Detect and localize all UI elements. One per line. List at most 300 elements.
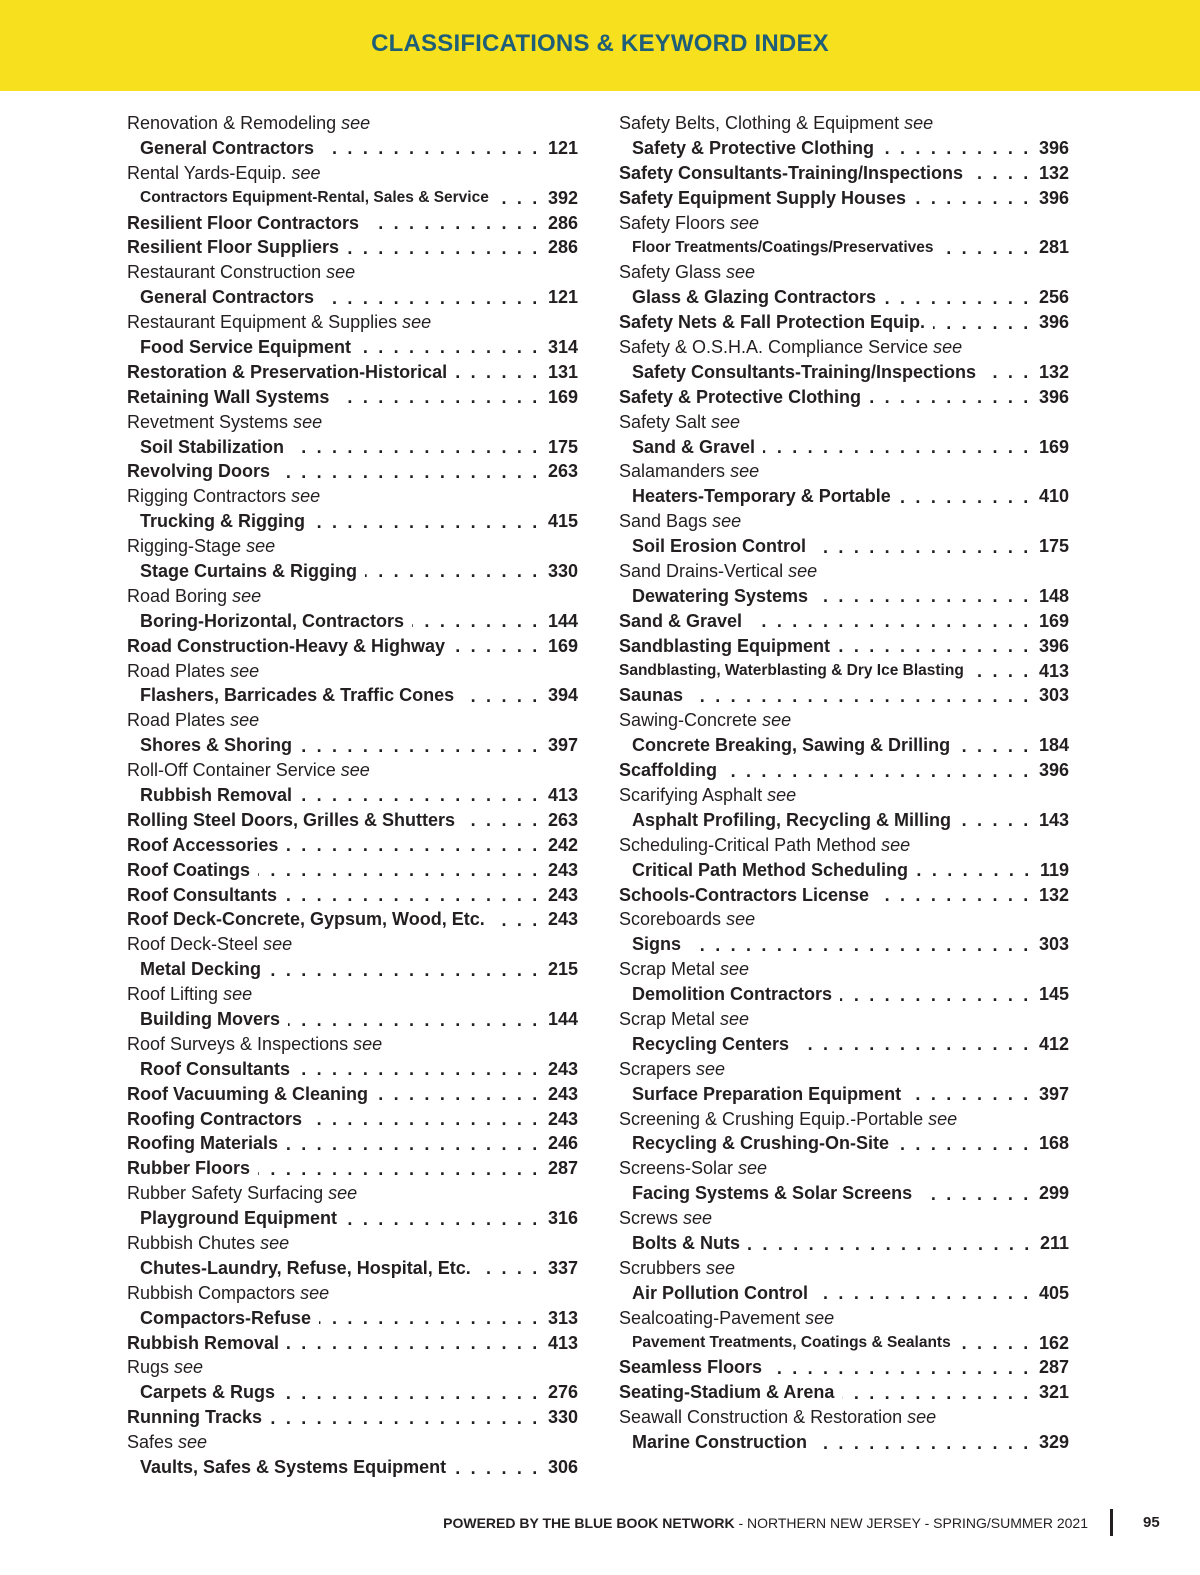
index-see-entry <box>127 1356 578 1381</box>
dot-leader <box>750 611 1031 631</box>
dot-leader <box>877 885 1031 905</box>
classification-label: Seating-Stadium & Arena <box>619 1382 835 1403</box>
dot-leader <box>971 163 1031 183</box>
index-classification-entry <box>619 1132 1069 1157</box>
entry-keyword: Safety & O.S.H.A. Compliance Service <box>619 336 929 357</box>
dot-leader <box>816 586 1031 606</box>
index-column-left <box>127 111 578 1480</box>
index-classification-entry <box>127 858 578 883</box>
page-reference: 215 <box>547 959 578 980</box>
classification-label: Resilient Floor Contractors <box>127 212 360 233</box>
entry-keyword: Sawing-Concrete <box>619 710 758 731</box>
dot-leader <box>287 1333 540 1353</box>
dot-leader <box>278 462 540 482</box>
entry-keyword: Seawall Construction & Restoration <box>619 1407 903 1428</box>
index-see-entry <box>127 659 578 684</box>
dot-leader <box>493 910 540 930</box>
dot-leader <box>842 1383 1031 1403</box>
index-classification-entry <box>619 360 1069 385</box>
page-reference: 303 <box>1038 934 1069 955</box>
footer-divider <box>1110 1509 1113 1536</box>
index-classification-entry <box>127 1206 578 1231</box>
index-classification-entry <box>619 1032 1069 1057</box>
classification-label: Recycling Centers <box>632 1033 790 1054</box>
classification-label: Roof Vacuuming & Cleaning <box>127 1083 369 1104</box>
index-classification-entry <box>619 1082 1069 1107</box>
index-classification-entry <box>619 609 1069 634</box>
index-classification-entry <box>127 1256 578 1281</box>
entry-keyword: Rubbish Chutes <box>127 1233 256 1254</box>
page-reference: 314 <box>547 336 578 357</box>
classification-label: Flashers, Barricades & Traffic Cones <box>140 685 455 706</box>
index-classification-entry <box>619 584 1069 609</box>
footer-brand: POWERED BY THE BLUE BOOK NETWORK <box>443 1515 735 1531</box>
classification-label: Marine Construction <box>632 1432 808 1453</box>
entry-keyword: Rubbish Compactors <box>127 1282 296 1303</box>
page-reference: 397 <box>547 735 578 756</box>
page-reference: 287 <box>547 1158 578 1179</box>
entry-keyword: Revetment Systems <box>127 411 289 432</box>
page-reference: 392 <box>547 187 578 208</box>
dot-leader <box>916 860 1032 880</box>
page-reference: 286 <box>547 237 578 258</box>
page-reference: 321 <box>1038 1382 1069 1403</box>
index-see-entry <box>619 1256 1069 1281</box>
classification-label: Roof Deck-Concrete, Gypsum, Wood, Etc. <box>127 909 485 930</box>
classification-label: Chutes-Laundry, Refuse, Hospital, Etc. <box>140 1257 471 1278</box>
index-see-entry <box>127 1231 578 1256</box>
index-classification-entry <box>127 235 578 260</box>
page-reference: 413 <box>547 784 578 805</box>
index-classification-entry <box>619 883 1069 908</box>
index-see-entry <box>127 932 578 957</box>
page-reference: 396 <box>1038 635 1069 656</box>
classification-label: Heaters-Temporary & Portable <box>632 486 891 507</box>
see-reference: see <box>246 536 276 557</box>
index-see-entry <box>127 484 578 509</box>
entry-keyword: Scoreboards <box>619 909 722 930</box>
page-reference: 132 <box>1038 361 1069 382</box>
classification-label: Shores & Shoring <box>140 735 293 756</box>
index-classification-entry <box>127 1082 578 1107</box>
page-reference: 330 <box>547 1407 578 1428</box>
page-reference: 145 <box>1038 984 1069 1005</box>
dot-leader <box>972 661 1031 681</box>
dot-leader <box>984 362 1031 382</box>
see-reference: see <box>232 585 262 606</box>
index-classification-entry <box>127 783 578 808</box>
page-reference: 121 <box>547 287 578 308</box>
classification-label: Air Pollution Control <box>632 1282 808 1303</box>
classification-label: Rolling Steel Doors, Grilles & Shutters <box>127 809 456 830</box>
classification-label: Resilient Floor Suppliers <box>127 237 340 258</box>
index-classification-entry <box>127 1306 578 1331</box>
entry-keyword: Rigging-Stage <box>127 536 242 557</box>
page-reference: 132 <box>1038 162 1069 183</box>
see-reference: see <box>291 162 321 183</box>
page-reference: 396 <box>1038 137 1069 158</box>
index-classification-entry <box>619 808 1069 833</box>
index-classification-entry <box>127 1405 578 1430</box>
index-classification-entry <box>619 435 1069 460</box>
dot-leader <box>840 985 1031 1005</box>
dot-leader <box>292 437 540 457</box>
index-see-entry <box>619 833 1069 858</box>
classification-label: Saunas <box>619 685 684 706</box>
index-classification-entry <box>619 634 1069 659</box>
dot-leader <box>920 1184 1031 1204</box>
page-title: CLASSIFICATIONS & KEYWORD INDEX <box>371 30 829 57</box>
entry-keyword: Sealcoating-Pavement <box>619 1307 801 1328</box>
index-classification-entry <box>619 683 1069 708</box>
index-see-entry <box>127 1281 578 1306</box>
classification-label: Roofing Materials <box>127 1133 279 1154</box>
index-classification-entry <box>619 982 1069 1007</box>
entry-keyword: Salamanders <box>619 461 726 482</box>
index-see-entry <box>619 1107 1069 1132</box>
index-classification-entry <box>127 385 578 410</box>
index-classification-entry <box>619 659 1069 684</box>
see-reference: see <box>300 1282 330 1303</box>
index-classification-entry <box>619 932 1069 957</box>
page-reference: 316 <box>547 1208 578 1229</box>
page-reference: 121 <box>547 137 578 158</box>
index-classification-entry <box>127 559 578 584</box>
dot-leader <box>897 1134 1031 1154</box>
page-number: 95 <box>1143 1514 1160 1531</box>
index-classification-entry <box>127 1057 578 1082</box>
dot-leader <box>310 1109 540 1129</box>
index-classification-entry <box>619 186 1069 211</box>
entry-keyword: Safety Salt <box>619 411 707 432</box>
page-reference: 394 <box>547 685 578 706</box>
classification-label: Sandblasting, Waterblasting & Dry Ice Blasting <box>619 662 964 680</box>
index-see-entry <box>127 1430 578 1455</box>
entry-keyword: Roll-Off Container Service <box>127 760 336 781</box>
dot-leader <box>453 636 540 656</box>
see-reference: see <box>738 1158 768 1179</box>
entry-keyword: Restaurant Equipment & Supplies <box>127 312 398 333</box>
index-see-entry <box>619 1306 1069 1331</box>
dot-leader <box>313 512 540 532</box>
classification-label: Soil Stabilization <box>140 436 285 457</box>
index-see-entry <box>127 410 578 435</box>
see-reference: see <box>696 1058 726 1079</box>
dot-leader <box>376 1084 540 1104</box>
page-reference: 330 <box>547 560 578 581</box>
see-reference: see <box>260 1233 290 1254</box>
entry-keyword: Renovation & Remodeling <box>127 112 337 133</box>
page-reference: 303 <box>1038 685 1069 706</box>
dot-leader <box>322 138 540 158</box>
classification-label: Scaffolding <box>619 760 717 781</box>
classification-label: Demolition Contractors <box>632 984 833 1005</box>
entry-keyword: Rubber Safety Surfacing <box>127 1183 324 1204</box>
classification-label: Concrete Breaking, Sawing & Drilling <box>632 735 951 756</box>
entry-keyword: Rental Yards-Equip. <box>127 162 287 183</box>
dot-leader <box>288 1010 540 1030</box>
classification-label: Safety Equipment Supply Houses <box>619 187 907 208</box>
see-reference: see <box>933 336 963 357</box>
dot-leader <box>914 188 1031 208</box>
index-classification-entry <box>127 1132 578 1157</box>
index-see-entry <box>619 908 1069 933</box>
dot-leader <box>763 437 1031 457</box>
see-reference: see <box>340 760 370 781</box>
index-see-entry <box>127 982 578 1007</box>
index-classification-entry <box>127 833 578 858</box>
classification-label: Roof Consultants <box>127 884 277 905</box>
index-classification-entry <box>619 1231 1069 1256</box>
index-see-entry <box>127 758 578 783</box>
index-classification-entry <box>619 758 1069 783</box>
dot-leader <box>479 1258 540 1278</box>
index-see-entry <box>619 1206 1069 1231</box>
index-classification-entry <box>619 1181 1069 1206</box>
page-reference: 306 <box>547 1457 578 1478</box>
see-reference: see <box>788 560 818 581</box>
dot-leader <box>286 1134 540 1154</box>
classification-label: Sandblasting Equipment <box>619 635 831 656</box>
index-classification-entry <box>619 1356 1069 1381</box>
classification-label: Road Construction-Heavy & Highway <box>127 635 446 656</box>
page-reference: 397 <box>1038 1083 1069 1104</box>
dot-leader <box>814 537 1031 557</box>
entry-keyword: Roof Surveys & Inspections <box>127 1033 349 1054</box>
index-classification-entry <box>619 310 1069 335</box>
entry-keyword: Restaurant Construction <box>127 262 322 283</box>
index-see-entry <box>127 708 578 733</box>
see-reference: see <box>805 1307 835 1328</box>
entry-keyword: Scrap Metal <box>619 959 716 980</box>
index-classification-entry <box>127 883 578 908</box>
see-reference: see <box>341 112 371 133</box>
index-classification-entry <box>127 136 578 161</box>
index-classification-entry <box>127 733 578 758</box>
classification-label: Dewatering Systems <box>632 585 809 606</box>
dot-leader <box>298 1059 540 1079</box>
index-classification-entry <box>127 186 578 211</box>
index-see-entry <box>127 1032 578 1057</box>
entry-keyword: Sand Bags <box>619 511 708 532</box>
classification-label: General Contractors <box>140 287 315 308</box>
index-see-entry <box>619 260 1069 285</box>
see-reference: see <box>726 262 756 283</box>
page-reference: 313 <box>547 1307 578 1328</box>
index-see-entry <box>127 161 578 186</box>
page-reference: 263 <box>547 461 578 482</box>
entry-keyword: Scrap Metal <box>619 1009 716 1029</box>
page-reference: 405 <box>1038 1282 1069 1303</box>
dot-leader <box>815 1433 1031 1453</box>
dot-leader <box>347 238 540 258</box>
dot-leader <box>454 1458 540 1478</box>
entry-keyword: Roof Deck-Steel <box>127 934 259 955</box>
index-classification-entry <box>127 360 578 385</box>
dot-leader <box>300 736 540 756</box>
index-classification-entry <box>127 808 578 833</box>
classification-label: Bolts & Nuts <box>632 1233 740 1254</box>
classification-label: Pavement Treatments, Coatings & Sealants <box>632 1334 951 1352</box>
classification-label: Retaining Wall Systems <box>127 386 330 407</box>
dot-leader <box>909 1084 1031 1104</box>
dot-leader <box>258 860 540 880</box>
page-reference: 162 <box>1038 1332 1069 1353</box>
classification-label: Surface Preparation Equipment <box>632 1083 902 1104</box>
page-reference: 175 <box>547 436 578 457</box>
index-see-entry <box>127 584 578 609</box>
page-reference: 256 <box>1038 287 1069 308</box>
see-reference: see <box>928 1108 958 1129</box>
page-reference: 396 <box>1038 386 1069 407</box>
page-reference: 329 <box>1038 1432 1069 1453</box>
dot-leader <box>319 1308 540 1328</box>
entry-keyword: Screws <box>619 1208 679 1229</box>
dot-leader <box>285 885 540 905</box>
page-reference: 169 <box>547 635 578 656</box>
index-classification-entry <box>619 1331 1069 1356</box>
see-reference: see <box>904 112 934 133</box>
entry-keyword: Scrubbers <box>619 1257 702 1278</box>
page-reference: 211 <box>1039 1233 1069 1254</box>
classification-label: Sand & Gravel <box>619 610 743 631</box>
dot-leader <box>869 387 1031 407</box>
dot-leader <box>882 138 1031 158</box>
index-classification-entry <box>127 285 578 310</box>
page-reference: 144 <box>547 1009 578 1029</box>
classification-label: Sand & Gravel <box>632 436 756 457</box>
index-classification-entry <box>619 733 1069 758</box>
page-reference: 243 <box>547 909 578 930</box>
see-reference: see <box>726 909 756 930</box>
page-reference: 169 <box>1038 436 1069 457</box>
dot-leader <box>884 288 1031 308</box>
page-reference: 119 <box>1039 859 1069 880</box>
index-see-entry <box>127 260 578 285</box>
see-reference: see <box>706 1257 736 1278</box>
dot-leader <box>283 1383 540 1403</box>
classification-label: Schools-Contractors License <box>619 884 870 905</box>
page-reference: 281 <box>1038 237 1069 258</box>
classification-label: Roof Accessories <box>127 834 279 855</box>
page-reference: 243 <box>547 1083 578 1104</box>
see-reference: see <box>223 984 253 1005</box>
index-see-entry <box>619 410 1069 435</box>
index-see-entry <box>619 211 1069 236</box>
page-reference: 246 <box>547 1133 578 1154</box>
page-reference: 413 <box>1038 660 1069 681</box>
classification-label: Trucking & Rigging <box>140 511 305 532</box>
index-see-entry <box>619 459 1069 484</box>
dot-leader <box>412 611 540 631</box>
dot-leader <box>959 1333 1031 1353</box>
dot-leader <box>367 213 540 233</box>
entry-keyword: Screens-Solar <box>619 1158 734 1179</box>
page-reference: 396 <box>1038 312 1069 333</box>
index-see-entry <box>127 111 578 136</box>
index-see-entry <box>619 708 1069 733</box>
see-reference: see <box>174 1357 204 1378</box>
index-classification-entry <box>127 459 578 484</box>
dot-leader <box>748 1234 1032 1254</box>
dot-leader <box>322 288 540 308</box>
see-reference: see <box>230 710 260 731</box>
page-reference: 243 <box>547 859 578 880</box>
classification-label: Safety Nets & Fall Protection Equip. <box>619 312 926 333</box>
index-classification-entry <box>127 908 578 933</box>
classification-label: Asphalt Profiling, Recycling & Milling <box>632 809 952 830</box>
see-reference: see <box>293 411 323 432</box>
index-see-entry <box>619 783 1069 808</box>
dot-leader <box>933 313 1031 333</box>
index-classification-entry <box>619 858 1069 883</box>
classification-label: Boring-Horizontal, Contractors <box>140 610 404 631</box>
index-classification-entry <box>619 161 1069 186</box>
page-reference: 276 <box>547 1382 578 1403</box>
page-reference: 132 <box>1038 884 1069 905</box>
classification-label: Facing Systems & Solar Screens <box>632 1183 913 1204</box>
index-see-entry <box>619 559 1069 584</box>
page-reference: 396 <box>1038 760 1069 781</box>
page-reference: 396 <box>1038 187 1069 208</box>
dot-leader <box>365 561 540 581</box>
see-reference: see <box>326 262 356 283</box>
page-reference: 263 <box>547 809 578 830</box>
index-classification-entry <box>619 136 1069 161</box>
index-see-entry <box>619 957 1069 982</box>
index-classification-entry <box>619 484 1069 509</box>
classification-label: Glass & Glazing Contractors <box>632 287 877 308</box>
see-reference: see <box>683 1208 713 1229</box>
index-classification-entry <box>619 285 1069 310</box>
page-reference: 243 <box>547 1058 578 1079</box>
see-reference: see <box>907 1407 937 1428</box>
classification-label: Seamless Floors <box>619 1357 763 1378</box>
dot-leader <box>958 736 1031 756</box>
entry-keyword: Safety Glass <box>619 262 722 283</box>
entry-keyword: Scrapers <box>619 1058 692 1079</box>
index-classification-entry <box>619 1380 1069 1405</box>
index-classification-entry <box>127 1107 578 1132</box>
index-classification-entry <box>127 609 578 634</box>
index-classification-entry <box>127 435 578 460</box>
page-reference: 299 <box>1038 1183 1069 1204</box>
see-reference: see <box>730 212 760 233</box>
see-reference: see <box>402 312 432 333</box>
dot-leader <box>816 1283 1031 1303</box>
index-column-right <box>619 111 1069 1455</box>
entry-keyword: Road Plates <box>127 710 226 731</box>
index-see-entry <box>619 1156 1069 1181</box>
classification-label: Safety & Protective Clothing <box>619 386 862 407</box>
page-reference: 143 <box>1038 809 1069 830</box>
page-reference: 243 <box>547 884 578 905</box>
dot-leader <box>286 835 540 855</box>
page-reference: 286 <box>547 212 578 233</box>
page-reference: 243 <box>547 1108 578 1129</box>
page-reference: 415 <box>547 511 578 532</box>
see-reference: see <box>720 959 750 980</box>
header-banner <box>0 0 1200 91</box>
dot-leader <box>689 935 1031 955</box>
page-footer <box>0 1512 1200 1536</box>
entry-keyword: Safety Belts, Clothing & Equipment <box>619 112 900 133</box>
classification-label: Signs <box>632 934 682 955</box>
see-reference: see <box>881 834 911 855</box>
entry-keyword: Safety Floors <box>619 212 726 233</box>
dot-leader <box>462 686 540 706</box>
index-classification-entry <box>127 509 578 534</box>
